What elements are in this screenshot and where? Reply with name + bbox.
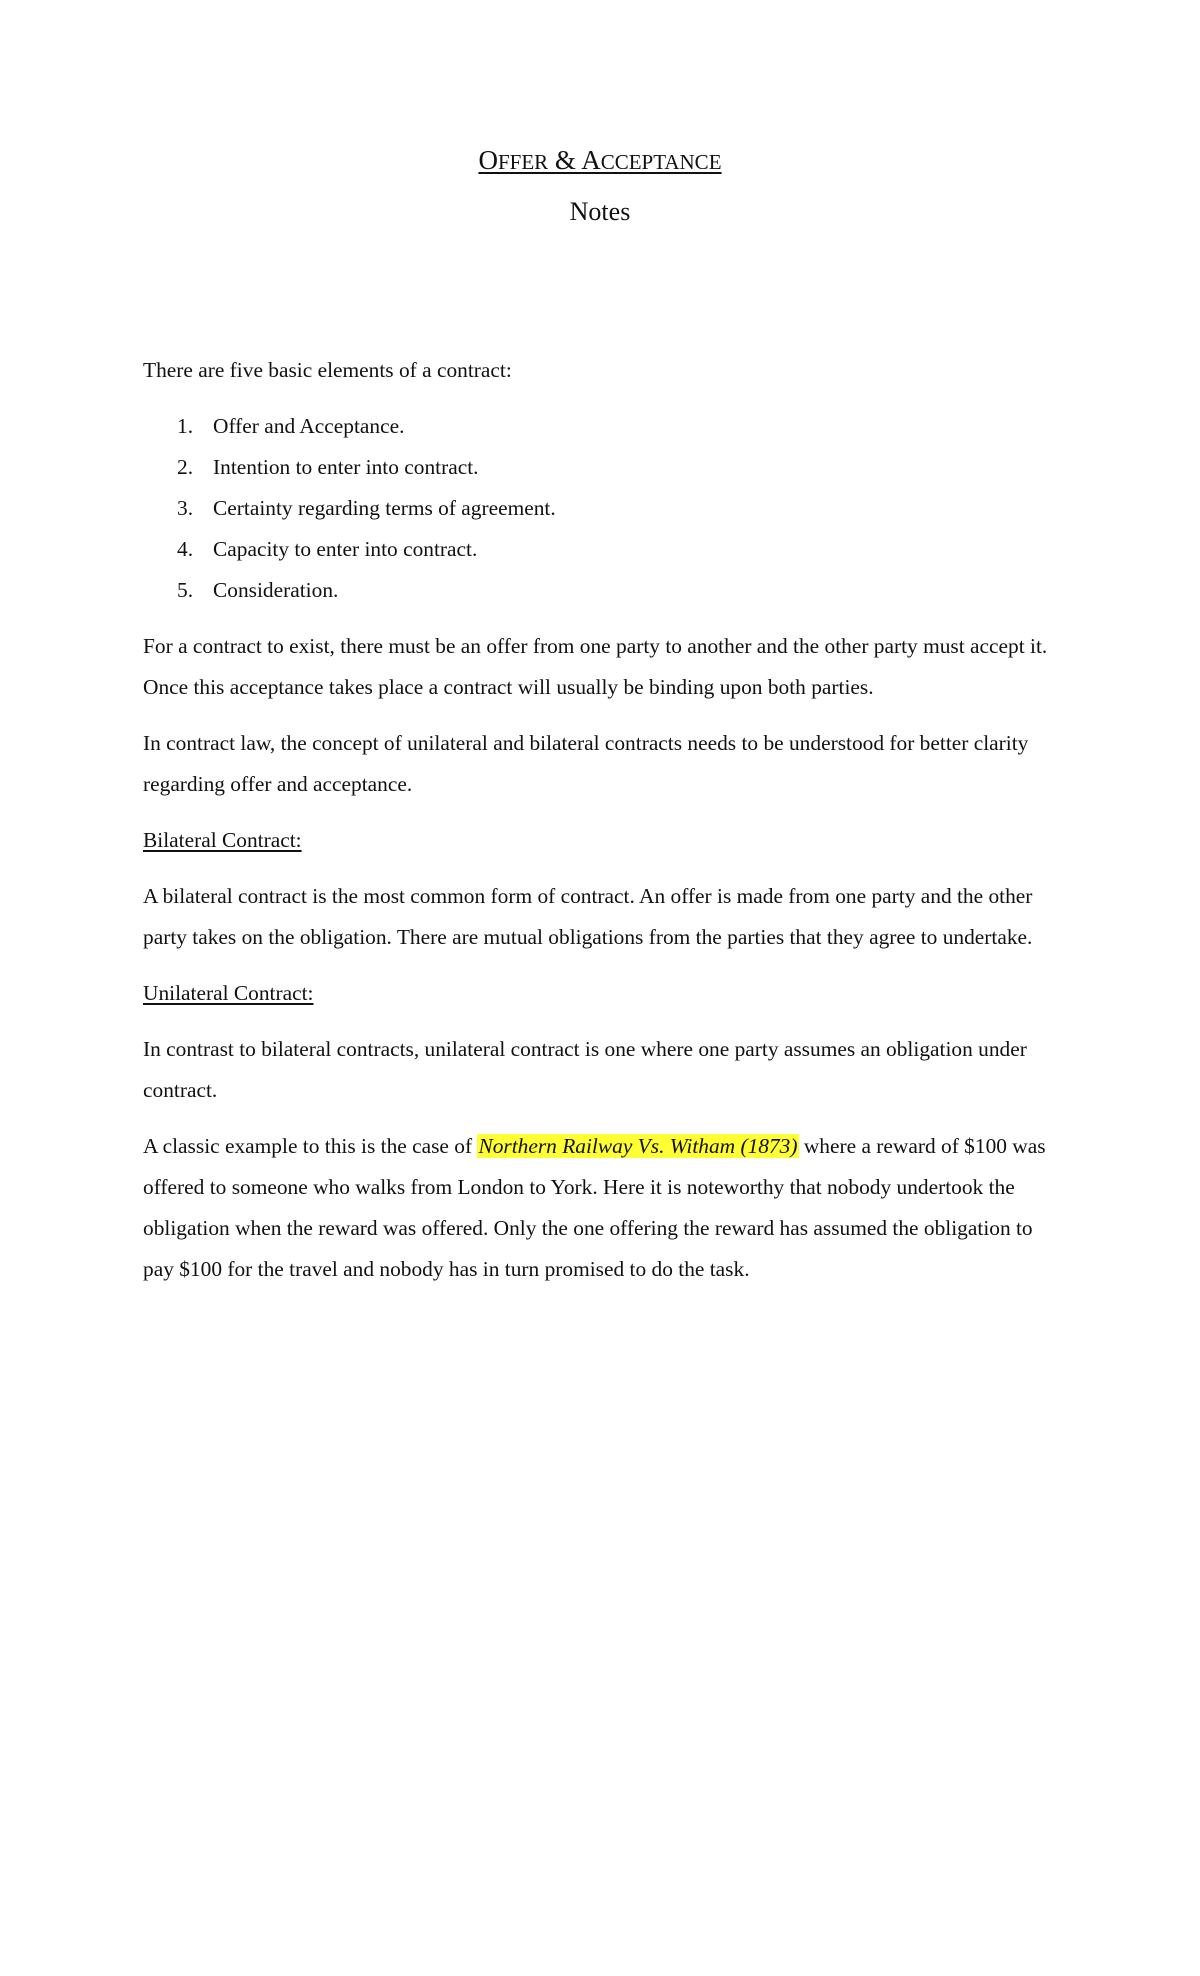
unilateral-heading: Unilateral Contract: xyxy=(143,981,314,1005)
case-citation-highlight: Northern Railway Vs. Witham (1873) xyxy=(478,1134,798,1158)
list-item-number: 4. xyxy=(177,537,194,561)
document-subtitle: Notes xyxy=(569,197,631,226)
list-item-text: Offer and Acceptance. xyxy=(213,414,405,438)
unilateral-paragraph: In contrast to bilateral contracts, unilateral contract is one where one party assumes an obligation under contract. xyxy=(143,1037,1027,1102)
list-item xyxy=(143,488,1063,529)
list-item xyxy=(143,447,1063,488)
document-body xyxy=(143,350,1063,1305)
list-item-text: Intention to enter into contract. xyxy=(213,455,479,479)
contract-existence-paragraph: For a contract to exist, there must be an offer from one party to another and the other party must accept it. Once this acceptance takes place a contract will usually be binding upon both parties. xyxy=(143,634,1048,699)
contract-concept-paragraph: In contract law, the concept of unilateral and bilateral contracts needs to be understood for better clarity regarding offer and acceptance. xyxy=(143,731,1029,796)
list-item xyxy=(143,570,1063,611)
title-word1-rest: FFER xyxy=(497,150,549,174)
list-item-text: Capacity to enter into contract. xyxy=(213,537,478,561)
title-ampersand: & xyxy=(548,145,582,175)
list-item xyxy=(143,529,1063,570)
example-paragraph xyxy=(143,1126,1063,1290)
list-item-number: 5. xyxy=(177,578,194,602)
document-title xyxy=(0,143,1200,179)
title-word1-initial: O xyxy=(478,145,498,175)
example-prefix: A classic example to this is the case of xyxy=(143,1134,478,1158)
example-suffix: where a reward of $100 was offered to someone who walks from London to York. Here it is noteworthy that nobody undertook the obligation when the reward was offered. Only the one offering the reward has assumed the obligation to pay $100 for the travel and nobody has in turn promised to do the task. xyxy=(143,1134,1046,1281)
contract-elements-list xyxy=(143,406,1063,611)
title-word2-initial: A xyxy=(581,145,601,175)
bilateral-paragraph: A bilateral contract is the most common form of contract. An offer is made from one party and the other party takes on the obligation. There are mutual obligations from the parties that they agree to undertake. xyxy=(143,884,1033,949)
list-item-number: 2. xyxy=(177,455,194,479)
bilateral-heading: Bilateral Contract: xyxy=(143,828,302,852)
list-item-text: Consideration. xyxy=(213,578,339,602)
list-item-text: Certainty regarding terms of agreement. xyxy=(213,496,556,520)
list-item xyxy=(143,406,1063,447)
list-item-number: 3. xyxy=(177,496,194,520)
list-item-number: 1. xyxy=(177,414,194,438)
title-word2-rest: CCEPTANCE xyxy=(600,150,722,174)
intro-paragraph: There are five basic elements of a contract: xyxy=(143,358,512,382)
